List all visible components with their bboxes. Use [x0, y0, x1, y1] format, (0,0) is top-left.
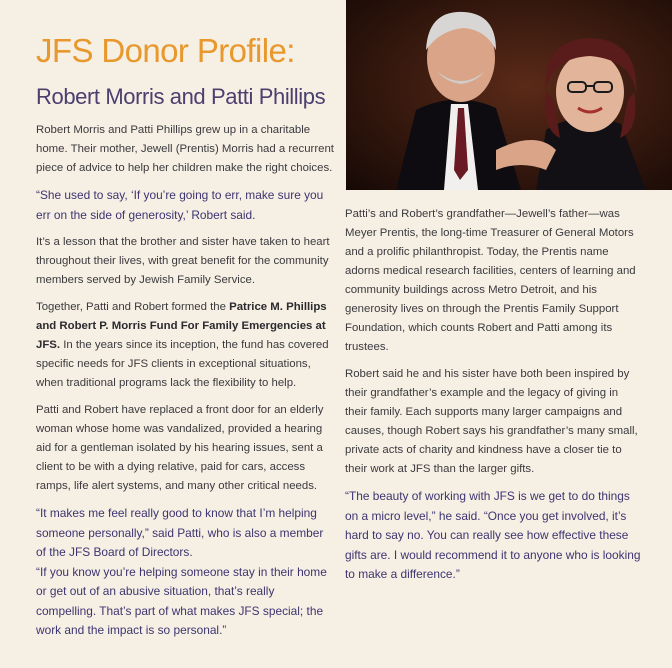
- fund-name: Patrice M. Phillips and Robert P. Morris Fund For Family Emergencies at JFS.: [36, 301, 327, 351]
- paragraph: [36, 298, 336, 393]
- photo-icon: [346, 0, 672, 190]
- pull-quote: [36, 504, 336, 563]
- pull-quote: [345, 487, 641, 585]
- paragraph: Robert said he and his sister have both been inspired by their grandfather’s example and the legacy of giving in their family. Each supports many larger campaigns and causes, though Robert says his grandfather’s many small, private acts of charity and kindness have a closer tie to their work at JFS than the larger gifts.: [345, 368, 638, 475]
- paragraph: Robert Morris and Patti Phillips grew up in a charitable home. Their mother, Jewell (Prentis) Morris had a recurrent piece of advice to help her children make the right choices.: [36, 124, 334, 174]
- quote-text: “The beauty of working with JFS is we get to do things on a micro level,”: [345, 489, 630, 523]
- quote-attribution: he said.: [435, 508, 484, 523]
- donor-photo: [346, 0, 672, 190]
- quote-attribution: said Patti, who is also a member of the JFS Board of Directors.: [36, 525, 324, 559]
- paragraph: It’s a lesson that the brother and sister have taken to heart throughout their lives, with great benefit for the community members served by Jewish Family Service.: [36, 236, 330, 286]
- quote-text: “It makes me feel really good to know that I’m helping someone personally,”: [36, 506, 317, 540]
- article-subtitle: Robert Morris and Patti Phillips: [36, 84, 326, 109]
- paragraph-text: Together, Patti and Robert formed the: [36, 301, 230, 313]
- paragraph: Patti and Robert have replaced a front door for an elderly woman whose home was vandalized, provided a hearing aid for a gentleman isolated by his hearing issues, sent a client to be with a dying relative, paid for cars, access ramps, life alert systems, and many other critical needs.: [36, 404, 324, 492]
- paragraph-text: In the years since its inception, the fund has covered specific needs for JFS clients in exceptional situations, when traditional programs lack the flexibility to help.: [36, 339, 329, 389]
- quote-attribution: Robert said.: [188, 207, 256, 222]
- pull-quote: [36, 186, 336, 225]
- right-column: [345, 205, 641, 593]
- paragraph: Patti’s and Robert’s grandfather—Jewell’s father—was Meyer Prentis, the long-time Treasurer of General Motors and a prolific philanthropist. Today, the Prentis name adorns medical research facilities, centers of learning and community buildings across Metro Detroit, and his generosity lives on through the Prentis Family Support Foundation, which counts Robert and Patti among its trustees.: [345, 208, 636, 353]
- article-title: JFS Donor Profile:: [36, 32, 295, 69]
- quote-text: “Once you get involved, it’s hard to say no. You can really see how effective these gifts are. I would recommend it to anyone who is looking to make a difference.”: [345, 508, 641, 581]
- pull-quote: “If you know you’re helping someone stay in their home or get out of an abusive situation, that’s really compelling. That’s part of what makes JFS special; the work and the impact is so personal.”: [36, 564, 327, 637]
- quote-text: “She used to say, ‘If you’re going to err, make sure you err on the side of generosity,’: [36, 188, 324, 222]
- left-column: [36, 121, 336, 649]
